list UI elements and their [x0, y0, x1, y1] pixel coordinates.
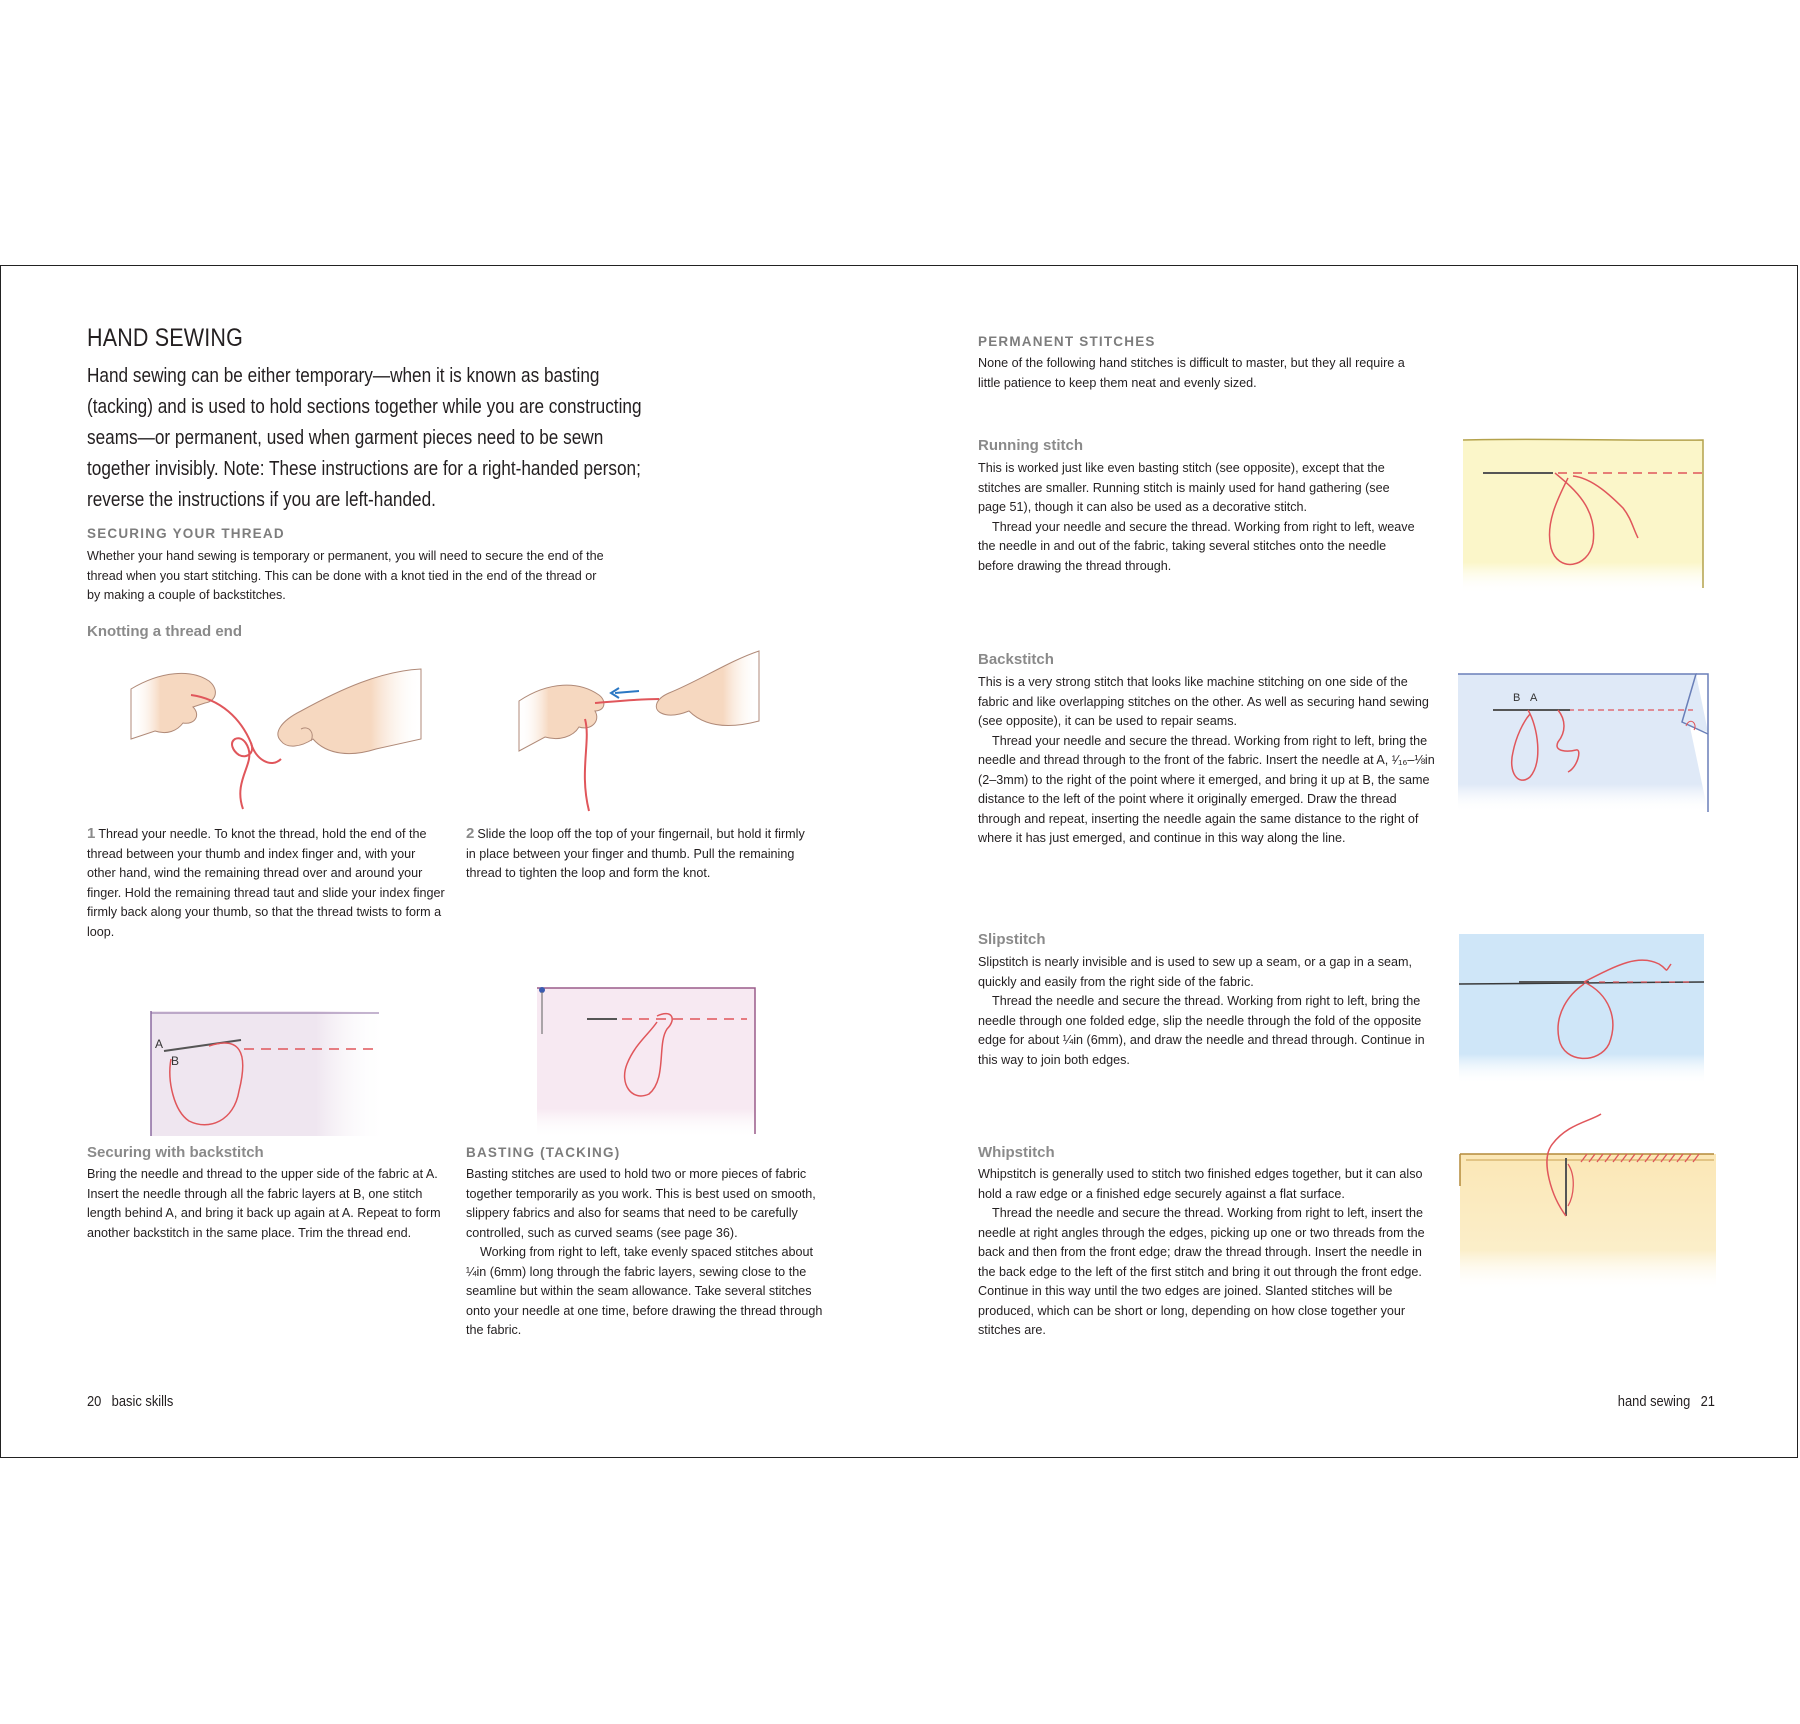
backstitch-illustration	[1458, 672, 1713, 817]
whipstitch-p1: Whipstitch is generally used to stitch two finished edges together, but it can also hold a raw edge or a finished edge securely against a flat surface.	[978, 1167, 1423, 1201]
slipstitch-p1: Slipstitch is nearly invisible and is used to sew up a seam, or a gap in a seam, quickly and easily from the right side of the fabric.	[978, 955, 1413, 989]
securing-text: Whether your hand sewing is temporary or permanent, you will need to secure the end of the thread when you start stitching. This can be done with a knot tied in the end of the thread or by making a couple of backstitches.	[87, 549, 604, 602]
backstitch-p2: Thread your needle and secure the thread. Working from right to left, bring the needle and thread through to the front of the fabric. Insert the needle at A, ¹⁄₁₆–⅛in (2–3mm) to the right of the point where it emerged, and bring it up at B, the same distance to the left of the point where it originally emerged. Draw the thread through and repeat, inserting the needle again the same distance to the right of where it has just emerged, and continue in this way along the line.	[978, 733, 1435, 845]
page-number-right: 21	[1700, 1393, 1715, 1410]
step-1-text: Thread your needle. To knot the thread, hold the end of the thread between your thumb and index finger and, with your other hand, wind the remaining thread over and around your finger. Hold the remaining thread taut and slide your index finger firmly back along your thumb, so that the thread twists to form a loop.	[87, 827, 445, 939]
intro-paragraph: Hand sewing can be either temporary—when it is known as basting (tacking) and is used to hold sections together while you are constructing seams—or permanent, used when garment pieces need to be sewn together invisibly. Note: These instructions are for a right-handed person; reverse the instructions if you are left-handed.	[87, 365, 642, 511]
running-text	[978, 459, 1418, 576]
step-2-text: Slide the loop off the top of your fingernail, but hold it firmly in place between your finger and thumb. Pull the remaining thread to tighten the loop and form the knot.	[466, 827, 805, 880]
whipstitch-p2: Thread the needle and secure the thread. Working from right to left, insert the needle at right angles through the edges, picking up one or two threads from the back and then from the front edge; draw the thread through. Insert the needle in the back edge to the left of the first stitch and bring it out through the front edge. Continue in this way until the two edges are joined. Slanted stitches will be produced, which can be short or long, depending on how close together your stitches are.	[978, 1206, 1425, 1337]
securing-heading: SECURING YOUR THREAD	[87, 526, 285, 541]
basting-heading: BASTING (TACKING)	[466, 1145, 621, 1160]
whipstitch-illustration	[1456, 1106, 1716, 1291]
left-folio	[87, 1393, 173, 1410]
running-head-right: hand sewing	[1617, 1393, 1691, 1410]
label-b: B	[171, 1054, 180, 1068]
label-a-right: A	[1530, 692, 1538, 704]
slipstitch-illustration	[1459, 934, 1709, 1084]
backstitch-secure-heading: Securing with backstitch	[87, 1144, 264, 1161]
knotting-step-2	[466, 824, 806, 884]
backstitch-heading: Backstitch	[978, 651, 1054, 668]
whipstitch-heading: Whipstitch	[978, 1144, 1055, 1161]
backstitch-text	[978, 673, 1438, 849]
basting-p2: Working from right to left, take evenly spaced stitches about ¼in (6mm) long through the fabric layers, sewing close to the seamline but within the seam allowance. Take several stitches onto your needle at one time, before drawing the thread through the fabric.	[466, 1245, 823, 1337]
backstitch-secure-text: Bring the needle and thread to the upper side of the fabric at A. Insert the needle through all the fabric layers at B, one stitch length behind A, and bring it back up again at A. Repeat to form another backstitch in the same place. Trim the thread end.	[87, 1167, 441, 1240]
book-spread	[0, 265, 1798, 1458]
page-title: HAND SEWING	[87, 324, 243, 352]
knotting-step-1	[87, 824, 447, 942]
basting-p1: Basting stitches are used to hold two or more pieces of fabric together temporarily as you work. This is best used on smooth, slippery fabrics and also for seams that need to be carefully controlled, such as curved seams (see page 36).	[466, 1167, 816, 1240]
step-number-2: 2	[466, 825, 475, 842]
knotting-heading: Knotting a thread end	[87, 623, 242, 640]
hands-knotting-illustration	[131, 659, 421, 809]
running-head-left: basic skills	[111, 1393, 174, 1410]
slipstitch-text	[978, 953, 1438, 1070]
running-p1: This is worked just like even basting stitch (see opposite), except that the stitches are smaller. Running stitch is mainly used for hand gathering (see page 51), though it can also be used as a decorative stitch.	[978, 461, 1390, 514]
basting-illustration	[537, 984, 762, 1139]
securing-backstitch-illustration	[149, 1011, 389, 1136]
permanent-heading: PERMANENT STITCHES	[978, 334, 1156, 349]
running-stitch-illustration	[1463, 438, 1708, 593]
slipstitch-p2: Thread the needle and secure the thread. Working from right to left, bring the needle through one folded edge, slip the needle through the fold of the opposite edge for about ¼in (6mm), and draw the needle and thread through. Continue in this way to join both edges.	[978, 994, 1425, 1067]
whipstitch-text	[978, 1165, 1438, 1341]
page-number-left: 20	[87, 1393, 102, 1410]
permanent-text: None of the following hand stitches is difficult to master, but they all require a little patience to keep them neat and evenly sized.	[978, 356, 1405, 390]
right-folio	[1618, 1393, 1715, 1410]
label-b-right: B	[1513, 692, 1521, 704]
step-number-1: 1	[87, 825, 96, 842]
running-p2: Thread your needle and secure the thread. Working from right to left, weave the needle in and out of the fabric, taking several stitches onto the needle before drawing the thread through.	[978, 519, 1415, 573]
slipstitch-heading: Slipstitch	[978, 931, 1046, 948]
running-heading: Running stitch	[978, 437, 1083, 454]
label-a: A	[155, 1037, 164, 1051]
backstitch-p1: This is a very strong stitch that looks like machine stitching on one side of the fabric and like overlapping stitches on the other. As well as securing hand sewing (see opposite), it can be used to repair seams.	[978, 675, 1429, 728]
basting-text	[466, 1165, 826, 1341]
hands-loop-illustration	[519, 641, 759, 811]
